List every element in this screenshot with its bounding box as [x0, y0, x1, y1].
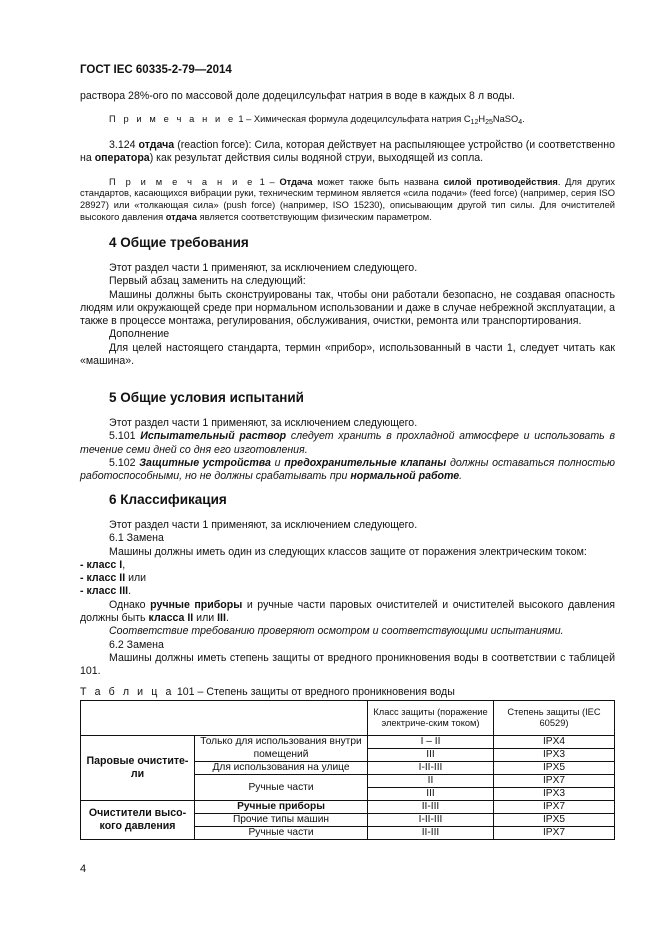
header-class: Класс защиты (поражение электриче-ским током) — [368, 701, 494, 736]
text-run: 5.101 — [109, 430, 141, 443]
text-run: 6.2 Замена — [109, 638, 164, 651]
text-run: Защитные устройства — [139, 456, 271, 469]
text-run: III — [217, 612, 226, 625]
text-run: раствора 28%-ого по массовой доле додецилсульфат натрия в воде в каждых 8 л воды. — [80, 90, 515, 102]
text-run: Соответствие требованию проверяют осмотром и соответствующими испытаниями. — [109, 625, 564, 638]
table-caption: 101 – Степень защиты от вредного проникновения воды — [173, 686, 455, 698]
text-run: . — [128, 585, 132, 598]
paragraph — [80, 599, 615, 626]
paragraph — [80, 289, 615, 329]
text-run: отдача — [165, 211, 197, 222]
text-run: ручные приборы — [150, 598, 243, 611]
paragraph — [80, 652, 615, 679]
text-run: 1 – — [254, 176, 280, 187]
paragraph — [80, 262, 615, 275]
paragraph — [80, 519, 615, 532]
page-number: 4 — [80, 863, 87, 875]
paragraph — [80, 275, 615, 288]
text-run: Первый абзац заменить на следующий: — [109, 275, 306, 288]
text-run: Дополнение — [109, 328, 170, 341]
text-run: 25 — [485, 119, 493, 127]
text-run: оператора — [94, 152, 150, 165]
term-3-124-text — [80, 139, 615, 166]
text-run: Отдача — [279, 176, 313, 187]
header-empty — [81, 701, 368, 736]
text-run: силой противодействия — [443, 176, 558, 187]
paragraph — [80, 532, 615, 545]
text-run: или — [125, 572, 147, 585]
term-3-124-note — [80, 177, 615, 224]
text-run: Этот раздел части 1 применяют, за исключением следующего. — [109, 417, 418, 429]
cell-degree: IPX5 — [494, 814, 615, 827]
table-label: Т а б л и ц а — [80, 686, 174, 698]
text-run: Этот раздел части 1 применяют, за исключением следующего. — [109, 262, 418, 274]
table-row — [81, 736, 615, 749]
cell-class: III — [368, 749, 494, 762]
section-5-body — [80, 417, 615, 483]
table-title — [80, 686, 455, 698]
text-run: - класс II — [80, 572, 126, 585]
cell-degree: IPX3 — [494, 749, 615, 762]
text-run: ) как результат действия силы водяной струи, выходящей из сопла. — [149, 152, 484, 165]
group-high-pressure-cleaners: Очистители высо-кого давления — [81, 801, 195, 840]
text-run: 1 – Химическая формула додецилсульфата натрия C — [235, 114, 471, 125]
cell-sub: Прочие типы машин — [195, 814, 368, 827]
cell-degree: IPX7 — [494, 827, 615, 840]
text-run: Для целей настоящего стандарта, термин «прибор», использованный в части 1, следует читать как «машина». — [80, 341, 615, 368]
cell-class: I-II-III — [368, 762, 494, 775]
table-101 — [80, 700, 615, 840]
cell-class: I – II — [368, 736, 494, 749]
cell-degree: IPX7 — [494, 775, 615, 788]
text-run: П р и м е ч а н и е — [109, 176, 255, 187]
text-run: следует хранить в прохладной атмосфере и использовать в течение семи дней со дня его изготовления. — [80, 430, 615, 456]
text-run: (reaction force): Сила, которая действует на распыляющее устройство (и соответственно на — [80, 139, 615, 165]
list-item — [80, 559, 615, 572]
cell-degree: IPX5 — [494, 762, 615, 775]
text-run: и — [270, 456, 285, 469]
cell-sub: Ручные части — [195, 775, 368, 801]
intro-note — [80, 114, 615, 129]
section-4-heading: 4 Общие требования — [109, 235, 249, 250]
cell-degree: IPX4 — [494, 736, 615, 749]
text-run: Испытательный раствор — [140, 430, 287, 443]
text-run: или — [193, 612, 218, 625]
text-run: Этот раздел части 1 применяют, за исключением следующего. — [109, 519, 418, 531]
text-run: отдача — [138, 139, 175, 151]
intro-line — [80, 90, 615, 103]
cell-sub: Только для использования внутри помещений — [195, 736, 368, 762]
text-run: , — [122, 558, 126, 571]
text-run: NaSO — [492, 114, 519, 125]
list-item — [80, 572, 615, 585]
paragraph — [80, 328, 615, 341]
paragraph — [80, 625, 615, 638]
text-run: . Для других стандартов, касающихся вибрации руки, техническим термином является «сила подачи» (feed force) (например, серия ISO 28927) или «толкающая сила» (push force) (например, ISO 15230), описывающим другой тип силы. Для очистителей высокого давления — [80, 176, 615, 222]
table-row — [81, 801, 615, 814]
paragraph — [80, 639, 615, 652]
cell-sub: Для использования на улице — [195, 762, 368, 775]
text-run: - класс III — [80, 585, 129, 598]
text-run: Машины должны быть сконструированы так, чтобы они работали безопасно, не создавая опасность людям или окружающей среде при нормальном использовании и даже в случае небрежной эксплуатации, а также в процессе монтажа, регулирования, обслуживания, очистки, ремонта или транспортирования. — [80, 288, 615, 328]
cell-class: II-III — [368, 827, 494, 840]
text-run: . — [459, 470, 463, 483]
cell-class: III — [368, 788, 494, 801]
text-run: Машины должны иметь степень защиты от вредного проникновения воды в соответствии с таблицей 101. — [80, 651, 615, 678]
paragraph — [80, 546, 615, 559]
text-run: должны оставаться полностью работоспособными, но не должны срабатывать при — [80, 456, 615, 483]
section-6-body — [80, 519, 615, 679]
cell-class: II-III — [368, 801, 494, 814]
group-steam-cleaners: Паровые очистите-ли — [81, 736, 195, 801]
text-run: предохранительные клапаны — [284, 456, 447, 469]
cell-sub: Ручные приборы — [195, 801, 368, 814]
cell-class: II — [368, 775, 494, 788]
text-run: нормальной работе — [350, 470, 460, 483]
text-run: Однако — [109, 598, 151, 611]
paragraph — [80, 430, 615, 457]
section-5-heading: 5 Общие условия испытаний — [109, 390, 304, 405]
table-header-row — [81, 701, 615, 736]
text-run: Машины должны иметь один из следующих классов защите от поражения электрическим током: — [109, 545, 587, 558]
cell-sub: Ручные части — [195, 827, 368, 840]
text-run: является соответствующим физическим параметром. — [196, 211, 432, 222]
section-4-body — [80, 262, 615, 368]
text-run: - класс I — [80, 558, 123, 571]
text-run: . — [225, 612, 229, 625]
text-run: 3.124 — [109, 139, 139, 151]
section-6-heading: 6 Классификация — [109, 492, 227, 507]
text-run: и ручные части паровых очистителей и очистителей высокого давления должны быть — [80, 598, 615, 625]
text-run: может также быть названа — [312, 176, 444, 187]
text-run: H — [478, 114, 486, 125]
document-header: ГОСТ IEC 60335-2-79—2014 — [80, 64, 232, 76]
list-item — [80, 585, 615, 598]
text-run: класса II — [148, 612, 194, 625]
cell-class: I-II-III — [368, 814, 494, 827]
cell-degree: IPX3 — [494, 788, 615, 801]
header-degree: Степень защиты (IEC 60529) — [494, 701, 615, 736]
paragraph — [80, 342, 615, 369]
text-run: П р и м е ч а н и е — [109, 114, 236, 125]
text-run: 4 — [518, 119, 523, 127]
text-run: . — [522, 114, 525, 125]
text-run: 5.102 — [109, 456, 140, 469]
cell-degree: IPX7 — [494, 801, 615, 814]
paragraph — [80, 457, 615, 484]
text-run: 6.1 Замена — [109, 532, 164, 545]
term-3-124 — [80, 139, 615, 224]
intro-block — [80, 90, 615, 129]
paragraph — [80, 417, 615, 430]
text-run: 12 — [470, 119, 479, 127]
